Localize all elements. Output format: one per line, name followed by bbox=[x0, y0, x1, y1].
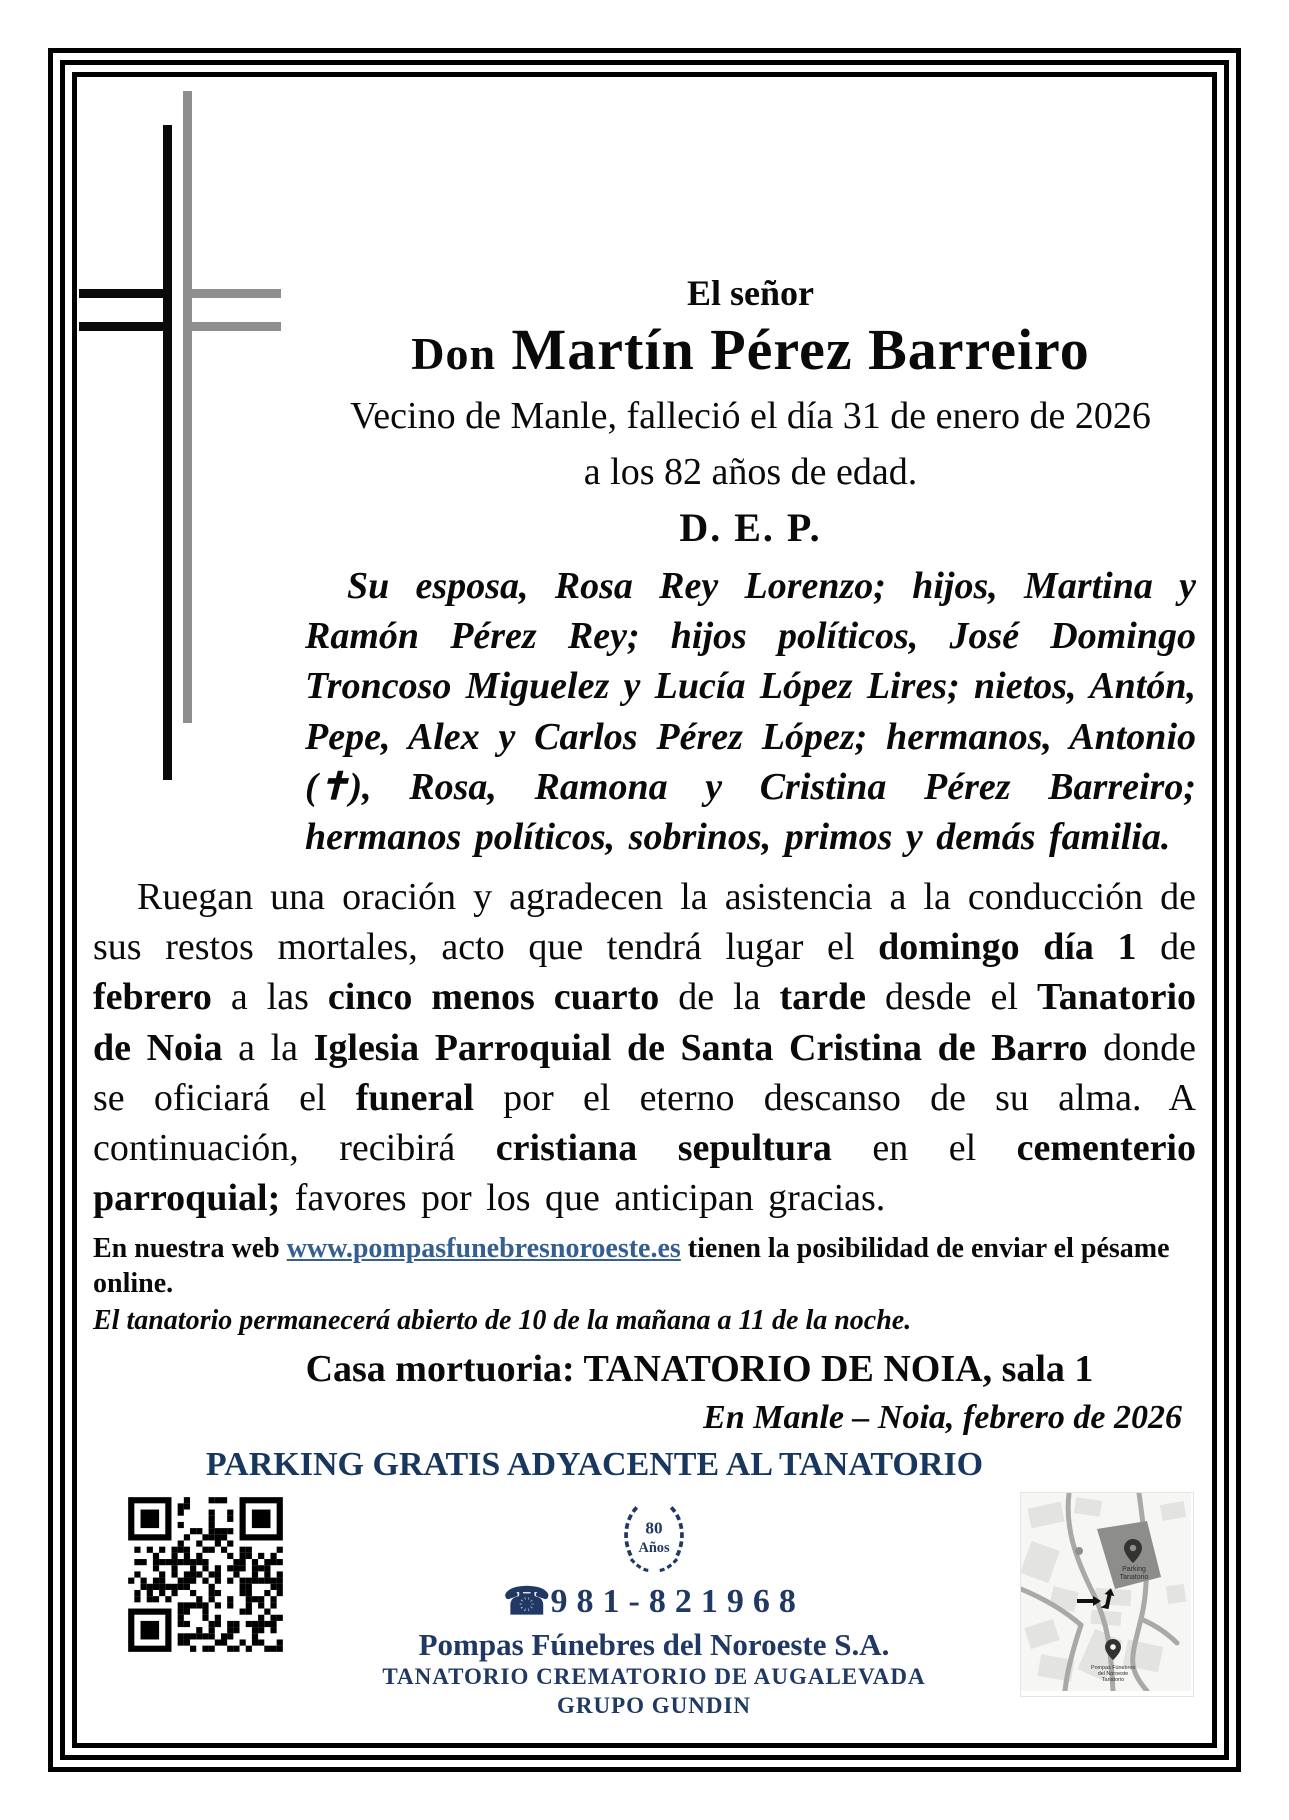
map-home-label-line2: del Noroeste bbox=[1097, 1671, 1129, 1678]
dep-abbreviation: D. E. P. bbox=[679, 505, 822, 551]
location-map bbox=[1020, 1492, 1194, 1697]
qr-code bbox=[123, 1492, 288, 1657]
family-paragraph: Su esposa, Rosa Rey Lorenzo; hijos, Martina y Ramón Pérez Rey; hijos políticos, José Domingo Troncoso Miguelez y Lucía López Lires; nietos, Antón, Pepe, Alex y Carlos Pérez López; hermanos, Antonio (✝), Rosa, Ramona y Cristina Pérez Barreiro; hermanos políticos, sobrinos, primos y demás familia. bbox=[305, 565, 1196, 858]
badge-years: 80 bbox=[645, 1518, 663, 1538]
salutation: El señor bbox=[686, 273, 814, 313]
double-cross-icon bbox=[77, 77, 307, 807]
qr-code-image bbox=[123, 1492, 288, 1657]
group-name: GRUPO GUNDIN bbox=[556, 1692, 752, 1718]
web-notice-prefix: En nuestra web bbox=[93, 1233, 287, 1265]
deceased-name bbox=[305, 318, 1196, 383]
80-years-laurel-badge bbox=[611, 1496, 697, 1582]
age-line: a los 82 años de edad. bbox=[583, 451, 918, 494]
web-notice-line bbox=[93, 1231, 1196, 1301]
residence-line: Vecino de Manle, falleció el día 31 de enero de 2026 bbox=[350, 394, 1151, 437]
place-date-line: En Manle – Noia, febrero de 2026 bbox=[703, 1398, 1182, 1436]
telephone-icon: ☎ bbox=[503, 1581, 551, 1624]
funeral-home-block bbox=[288, 1496, 1020, 1720]
cross-gray-arm-upper bbox=[185, 289, 281, 298]
phone-row bbox=[288, 1582, 1020, 1624]
header-block bbox=[305, 272, 1196, 862]
cross-gray-arm-lower bbox=[185, 322, 281, 331]
title-prefix: Don bbox=[411, 327, 497, 379]
cross-black-arm-lower bbox=[79, 322, 172, 331]
esquela-content bbox=[77, 77, 1212, 1743]
map-home-label-line3: Tanatorio bbox=[1101, 1677, 1125, 1684]
phone-number: 981-821968 bbox=[550, 1583, 805, 1621]
badge-years-label: Años bbox=[638, 1539, 670, 1556]
map-home-label-line1: Pompas Fúnebres bbox=[1090, 1665, 1136, 1672]
facility-name: TANATORIO CREMATORIO DE AUGALEVADA bbox=[382, 1664, 926, 1690]
location-map-image bbox=[1021, 1493, 1191, 1691]
condolence-website-link[interactable]: www.pompasfunebresnoroeste.es bbox=[286, 1233, 681, 1265]
parking-notice: PARKING GRATIS ADYACENTE AL TANATORIO bbox=[205, 1445, 984, 1483]
footer-row bbox=[93, 1492, 1196, 1720]
company-name: Pompas Fúnebres del Noroeste S.A. bbox=[418, 1626, 890, 1662]
map-parking-label-line2: Tanatorio bbox=[1119, 1574, 1149, 1582]
cross-black-vertical bbox=[163, 125, 172, 780]
middle-border bbox=[60, 60, 1229, 1760]
map-parking-label-line1: Parking bbox=[1122, 1566, 1146, 1574]
web-notice-suffix: tienen la posibilidad de enviar el pésame online. bbox=[93, 1233, 1170, 1300]
tanatorio-hours-line: El tanatorio permanecerá abierto de 10 de la mañana a 11 de la noche. bbox=[93, 1305, 912, 1337]
cross-gray-vertical bbox=[183, 91, 192, 723]
outer-border bbox=[48, 48, 1241, 1772]
cross-black-arm-upper bbox=[79, 289, 172, 298]
mortuary-house-line: Casa mortuoria: TANATORIO DE NOIA, sala 1 bbox=[305, 1348, 1094, 1391]
full-name: Martín Pérez Barreiro bbox=[511, 316, 1090, 382]
inner-border bbox=[72, 72, 1217, 1748]
announcement-paragraph: Ruegan una oración y agradecen la asistencia a la conducción de sus restos mortales, acto que tendrá lugar el domingo día 1 de febrero a las cinco menos cuarto de la tarde desde el Tanatorio de Noia a la Iglesia Parroquial de Santa Cristina de Barro donde se oficiará el funeral por el eterno descanso de su alma. A continuación, recibirá cristiana sepultura en el cementerio parroquial; favores por los que anticipan gracias. bbox=[93, 876, 1197, 1220]
